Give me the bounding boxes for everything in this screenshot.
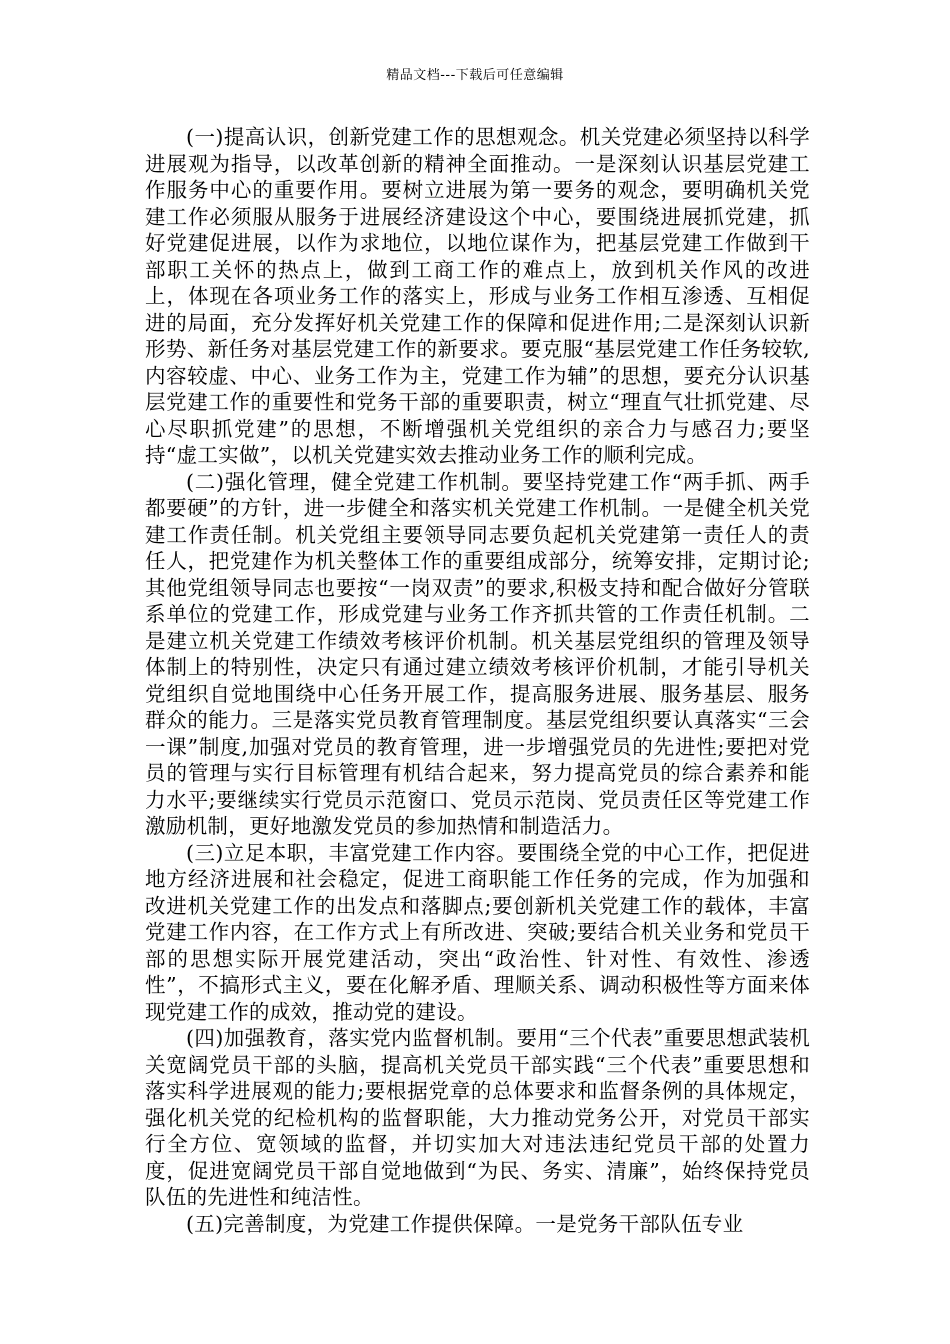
paragraph-2: (二)强化管理，健全党建工作机制。要坚持党建工作“两手抓、两手都要硬”的方针，进一步健全和落实机关党建工作机制。一是健全机关党建工作责任制。机关党组主要领导同志要负起机关党建第一责任人的责任人，把党建作为机关整体工作的重要组成部分，统筹安排，定期讨论;其他党组领导同志也要按“一岗双责”的要求,积极支持和配合做好分管联系单位的党建工作，形成党建与业务工作齐抓共管的工作责任机制。二是建立机关党建工作绩效考核评价机制。机关基层党组织的管理及领导体制上的特别性，决定只有通过建立绩效考核评价机制，才能引导机关党组织自觉地围绕中心任务开展工作，提高服务进展、服务基层、服务群众的能力。三是落实党员教育管理制度。基层党组织要认真落实“三会一课”制度,加强对党员的教育管理，进一步增强党员的先进性;要把对党员的管理与实行目标管理有机结合起来，努力提高党员的综合素养和能力水平;要继续实行党员示范窗口、党员示范岗、党员责任区等党建工作激励机制，更好地激发党员的参加热情和制造活力。 xyxy=(145,469,810,838)
page-header: 精品文档---下载后可任意编辑 xyxy=(386,68,564,83)
paragraph-1: (一)提高认识，创新党建工作的思想观念。机关党建必须坚持以科学进展观为指导，以改革创新的精神全面推动。一是深刻认识基层党建工作服务中心的重要作用。要树立进展为第一要务的观念，要明确机关党建工作必须服从服务于进展经济建设这个中心，要围绕进展抓党建，抓好党建促进展，以作为求地位，以地位谋作为，把基层党建工作做到干部职工关怀的热点上，做到工商工作的难点上，放到机关作风的改进上，体现在各项业务工作的落实上，形成与业务工作相互渗透、互相促进的局面，充分发挥好机关党建工作的保障和促进作用;二是深刻认识新形势、新任务对基层党建工作的新要求。要克服“基层党建工作任务较软,内容较虚、中心、业务工作为主，党建工作为辅”的思想，要充分认识基层党建工作的重要性和党务干部的重要职责，树立“理直气壮抓党建、尽心尽职抓党建”的思想，不断增强机关党组织的亲合力与感召力;要坚持“虚工实做”，以机关党建实效去推动业务工作的顺利完成。 xyxy=(145,125,810,467)
paragraph-5: (五)完善制度，为党建工作提供保障。一是党务干部队伍专业 xyxy=(186,1211,744,1236)
paragraph-4: (四)加强教育，落实党内监督机制。要用“三个代表”重要思想武装机关宽阔党员干部的头脑，提高机关党员干部实践“三个代表”重要思想和落实科学进展观的能力;要根据党章的总体要求和监督条例的具体规定，强化机关党的纪检机构的监督职能，大力推动党务公开，对党员干部实行全方位、宽领域的监督，并切实加大对违法违纪党员干部的处置力度，促进宽阔党员干部自觉地做到“为民、务实、清廉”，始终保持党员队伍的先进性和纯洁性。 xyxy=(145,1026,810,1209)
document-body xyxy=(145,124,810,1237)
paragraph-3: (三)立足本职，丰富党建工作内容。要围绕全党的中心工作，把促进地方经济进展和社会稳定，促进工商职能工作任务的完成，作为加强和改进机关党建工作的出发点和落脚点;要创新机关党建工作的载体，丰富党建工作内容，在工作方式上有所改进、突破;要结合机关业务和党员干部的思想实际开展党建活动，突出“政治性、针对性、有效性、渗透性”，不搞形式主义，要在化解矛盾、理顺关系、调动积极性等方面来体现党建工作的成效，推动党的建设。 xyxy=(145,840,810,1024)
